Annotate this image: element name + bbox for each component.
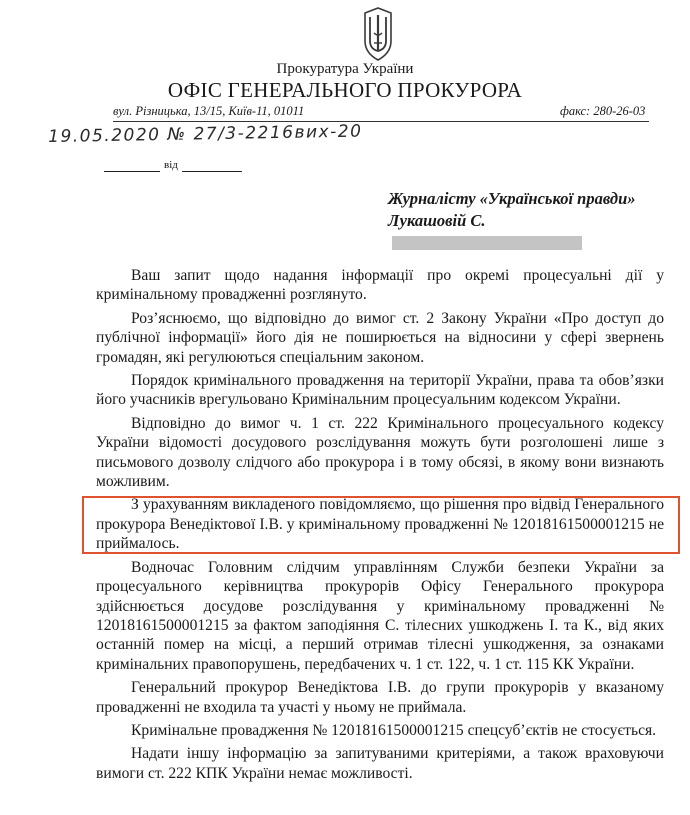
recipient-name: Лукашовій С. — [388, 211, 486, 230]
registration-dateline — [104, 159, 242, 172]
office-fax: факс: 280-26-03 — [560, 104, 646, 118]
paragraph: Порядок кримінального провадження на території України, права та обов’язки його учасників врегульовано Кримінальним процесуальним кодексом України. — [96, 372, 664, 409]
recipient-block — [388, 188, 636, 232]
paragraph: Відповідно до вимог ч. 1 ст. 222 Кримінального процесуального кодексу України відомості досудового розслідування можуть бути розголошені лише з письмового дозволу слідчого або прокурора і в тому обсязі, в якому вони визнають можливим. — [96, 414, 664, 491]
highlight-box — [82, 496, 680, 554]
coat-of-arms-icon — [363, 7, 393, 61]
paragraph: Генеральний прокурор Венедіктова І.В. до групи прокурорів у вказаному провадженні не входила та участі у ньому не приймала. — [96, 679, 664, 716]
paragraph: Роз’яснюємо, що відповідно до вимог ст. 2 Закону України «Про доступ до публічної інформації» його дія не поширюється на відносини у сфері звернень громадян, які регулюються спеціальним законом. — [96, 309, 664, 366]
office-title: ОФІС ГЕНЕРАЛЬНОГО ПРОКУРОРА — [167, 78, 523, 102]
header-divider — [113, 121, 649, 122]
handwritten-registration-number: 19.05.2020 № 27/3-2216вих-20 — [48, 121, 363, 147]
recipient-position: Журналісту «Української правди» — [388, 189, 636, 208]
paragraph: Надати іншу інформацію за запитуваними критеріями, а також враховуючи вимоги ст. 222 КПК України немає можливості. — [96, 745, 664, 782]
office-address: вул. Різницька, 13/15, Київ-11, 01011 — [113, 104, 305, 118]
date-blank — [104, 159, 160, 172]
paragraph: Водночас Головним слідчим управлінням Служби безпеки України за процесуального керівництва прокурорів Офісу Генерального прокурора здійснюється досудове розслідування у кримінальному провадженні № 12018161500001215 за фактом заподіяння С. тілесних ушкоджень І. та К., від яких останній помер на місці, а перший отримав тілесні ушкодження, за ознаками кримінальних правопорушень, передбачених ч. 1 ст. 122, ч. 1 ст. 115 КК України. — [96, 558, 664, 673]
paragraph: Ваш запит щодо надання інформації про окремі процесуальні дії у кримінальному провадженні розглянуто. — [96, 267, 664, 304]
from-label: від — [164, 159, 178, 171]
paragraph-highlighted: З урахуванням викладеного повідомляємо, що рішення про відвід Генерального прокурора Венедіктової І.В. у кримінальному провадженні № 12018161500001215 не приймалось. — [96, 496, 664, 553]
ministry-subtitle: Прокуратура України — [276, 61, 414, 77]
number-blank — [182, 159, 242, 172]
paragraph: Кримінальне провадження № 12018161500001215 спецсуб’єктів не стосується. — [131, 721, 657, 739]
redacted-address — [392, 236, 582, 250]
